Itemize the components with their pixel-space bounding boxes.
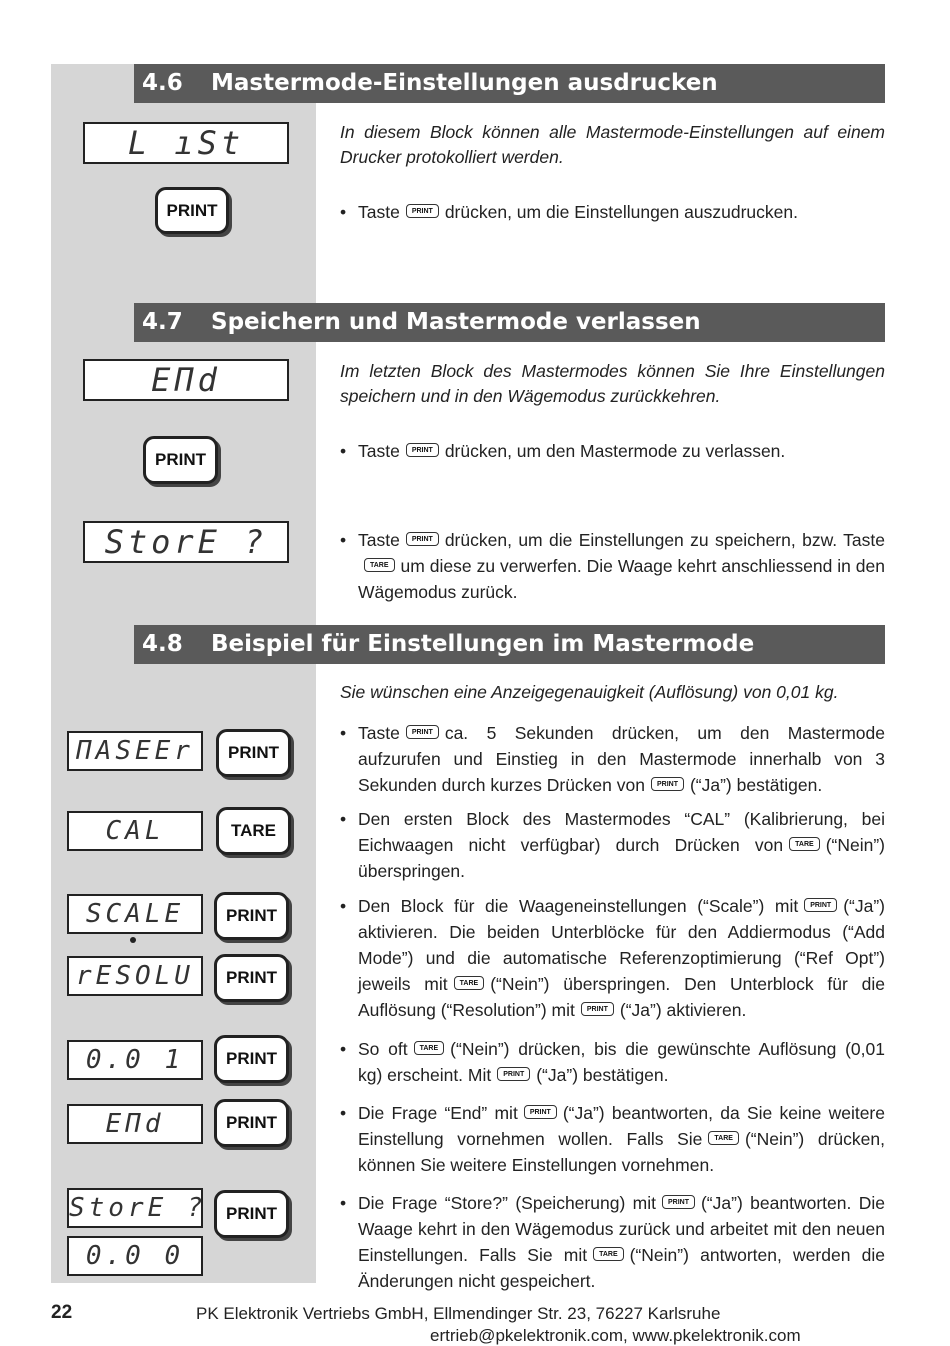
bullet-print-list [340, 199, 885, 225]
print-key: PRINT [214, 1035, 289, 1083]
text: Die Frage “Store?” (Speicherung) mit [358, 1193, 656, 1213]
display-zero: 0.0 0 [67, 1236, 203, 1276]
display-end: EΠd [83, 359, 289, 401]
tare-key-icon: TARE [414, 1041, 445, 1055]
display-resolu: rESOLU [67, 956, 203, 996]
text: (“Ja”) aktivieren. [619, 1000, 747, 1020]
tare-key-icon: TARE [593, 1247, 624, 1261]
text: drücken, um den Mastermode zu verlassen. [444, 441, 786, 461]
bullet-dot: • [340, 809, 347, 829]
text: Den ersten Block des Mastermodes “CAL” (Kalibrierung, bei Eichwaagen nicht verfügbar) durch Drücken von [358, 809, 885, 855]
section-title: Mastermode-Einstellungen ausdrucken [211, 70, 718, 96]
print-key: PRINT [216, 729, 291, 777]
text: So oft [358, 1039, 408, 1059]
text: (“Ja”) aktivieren. Die beiden Unterblöcke für den Addiermodus (“Add Mode”) und die automatische Referenzoptimierung (“Ref Opt”) jeweils mit [358, 896, 885, 994]
footer-address: PK Elektronik Vertriebs GmbH, Ellmendinger Str. 23, 76227 Karlsruhe [196, 1304, 721, 1323]
print-key-icon: PRINT [524, 1105, 557, 1119]
print-key-icon: PRINT [662, 1195, 695, 1209]
bullet-dot: • [340, 1039, 347, 1059]
footer-contact: ertrieb@pkelektronik.com, www.pkelektronik.com [430, 1326, 801, 1345]
bullet-dot: • [340, 530, 347, 550]
tare-key-icon: TARE [364, 558, 395, 572]
page-number: 22 [51, 1302, 73, 1323]
tare-key-icon: TARE [454, 976, 485, 990]
display-store: StorE ? [67, 1188, 203, 1228]
text: drücken, um die Einstellungen auszudrucken. [444, 202, 798, 222]
bullet-dot: • [340, 1193, 347, 1213]
tare-key-icon: TARE [708, 1131, 739, 1145]
section-number: 4.6 [142, 70, 183, 96]
section-title: Speichern und Mastermode verlassen [211, 309, 701, 335]
bullet-enter-mastermode [340, 720, 885, 798]
print-key: PRINT [214, 1190, 289, 1238]
print-key: PRINT [214, 1099, 289, 1147]
text: (“Ja”) bestätigen. [689, 775, 823, 795]
text: Taste [358, 530, 400, 550]
text: (“Ja”) beantworten. Die Waage kehrt in den Wägemodus zurück und arbeitet mit den neuen Einstellungen. Falls Sie mit [358, 1193, 885, 1265]
print-key: PRINT [155, 187, 229, 234]
print-key-icon: PRINT [406, 204, 439, 218]
display-scale: SCALE [67, 894, 203, 934]
display-resolution-value: 0.0 1 [67, 1040, 203, 1080]
text: um diese zu verwerfen. Die Waage kehrt anschliessend in den Wägemodus zurück. [358, 556, 885, 602]
section-number: 4.7 [142, 309, 183, 335]
bullet-skip-cal [340, 806, 885, 884]
text: Den Block für die Waageneinstellungen (“Scale”) mit [358, 896, 799, 916]
text: (“Ja”) bestätigen. [536, 1065, 669, 1085]
print-key-icon: PRINT [406, 443, 439, 457]
display-master: ΠASEEr [67, 731, 203, 771]
bullet-exit-mastermode [340, 438, 885, 464]
section-heading-4-6 [134, 64, 885, 103]
tare-key: TARE [216, 807, 291, 855]
section-heading-4-7 [134, 303, 885, 342]
print-key-icon: PRINT [804, 898, 837, 912]
section-number: 4.8 [142, 631, 183, 657]
text: drücken, um die Einstellungen zu speichern, bzw. Taste [444, 530, 885, 550]
print-key-icon: PRINT [406, 532, 439, 546]
display-store: StorE ? [83, 521, 289, 563]
bullet-dot: • [340, 723, 347, 743]
indicator-dot [130, 937, 136, 943]
bullet-dot: • [340, 896, 347, 916]
text: (“Nein”) antworten, werden die Änderungen nicht gespeichert. [358, 1245, 885, 1291]
print-key-icon: PRINT [406, 725, 439, 739]
display-cal: CAL [67, 811, 203, 851]
intro-4-7: Im letzten Block des Mastermodes können Sie Ihre Einstellungen speichern und in den Wägemodus zurückkehren. [340, 361, 885, 406]
bullet-dot: • [340, 1103, 347, 1123]
print-key-icon: PRINT [497, 1067, 530, 1081]
print-key-icon: PRINT [581, 1002, 614, 1016]
intro-4-8: Sie wünschen eine Anzeigegenauigkeit (Auflösung) von 0,01 kg. [340, 682, 839, 702]
text: (“Nein”) drücken, bis die gewünschte Auflösung (0,01 kg) erscheint. Mit [358, 1039, 885, 1085]
text: ca. 5 Sekunden drücken, um den Mastermode aufzurufen und Einstieg in den Mastermode innerhalb von 3 Sekunden durch kurzes Drücken von [358, 723, 885, 795]
print-key: PRINT [214, 954, 289, 1002]
text: Die Frage “End” mit [358, 1103, 518, 1123]
intro-4-6: In diesem Block können alle Mastermode-Einstellungen auf einem Drucker protokolliert werden. [340, 122, 885, 167]
text: Taste [358, 723, 400, 743]
text: Taste [358, 202, 400, 222]
section-title: Beispiel für Einstellungen im Mastermode [211, 631, 755, 657]
print-key: PRINT [214, 892, 289, 940]
text: (“Ja”) beantworten, da Sie keine weitere Einstellung vornehmen wollen. Falls Sie [358, 1103, 885, 1149]
text: (“Nein”) überspringen. [358, 835, 885, 881]
bullet-answer-end [340, 1100, 885, 1178]
bullet-scale-settings [340, 893, 885, 1023]
section-heading-4-8 [134, 625, 885, 664]
bullet-store-settings [340, 527, 885, 605]
text: (“Nein”) drücken, können Sie weitere Einstellungen vornehmen. [358, 1129, 885, 1175]
bullet-dot: • [340, 441, 347, 461]
bullet-select-resolution [340, 1036, 885, 1088]
print-key: PRINT [143, 436, 218, 484]
bullet-dot: • [340, 202, 347, 222]
display-end: EΠd [67, 1104, 203, 1144]
print-key-icon: PRINT [651, 777, 684, 791]
text: (“Nein”) überspringen. Den Unterblock für die Auflösung (“Resolution”) mit [358, 974, 885, 1020]
display-list: L ıSt [83, 122, 289, 164]
tare-key-icon: TARE [789, 837, 820, 851]
text: Taste [358, 441, 400, 461]
bullet-answer-store [340, 1190, 885, 1294]
